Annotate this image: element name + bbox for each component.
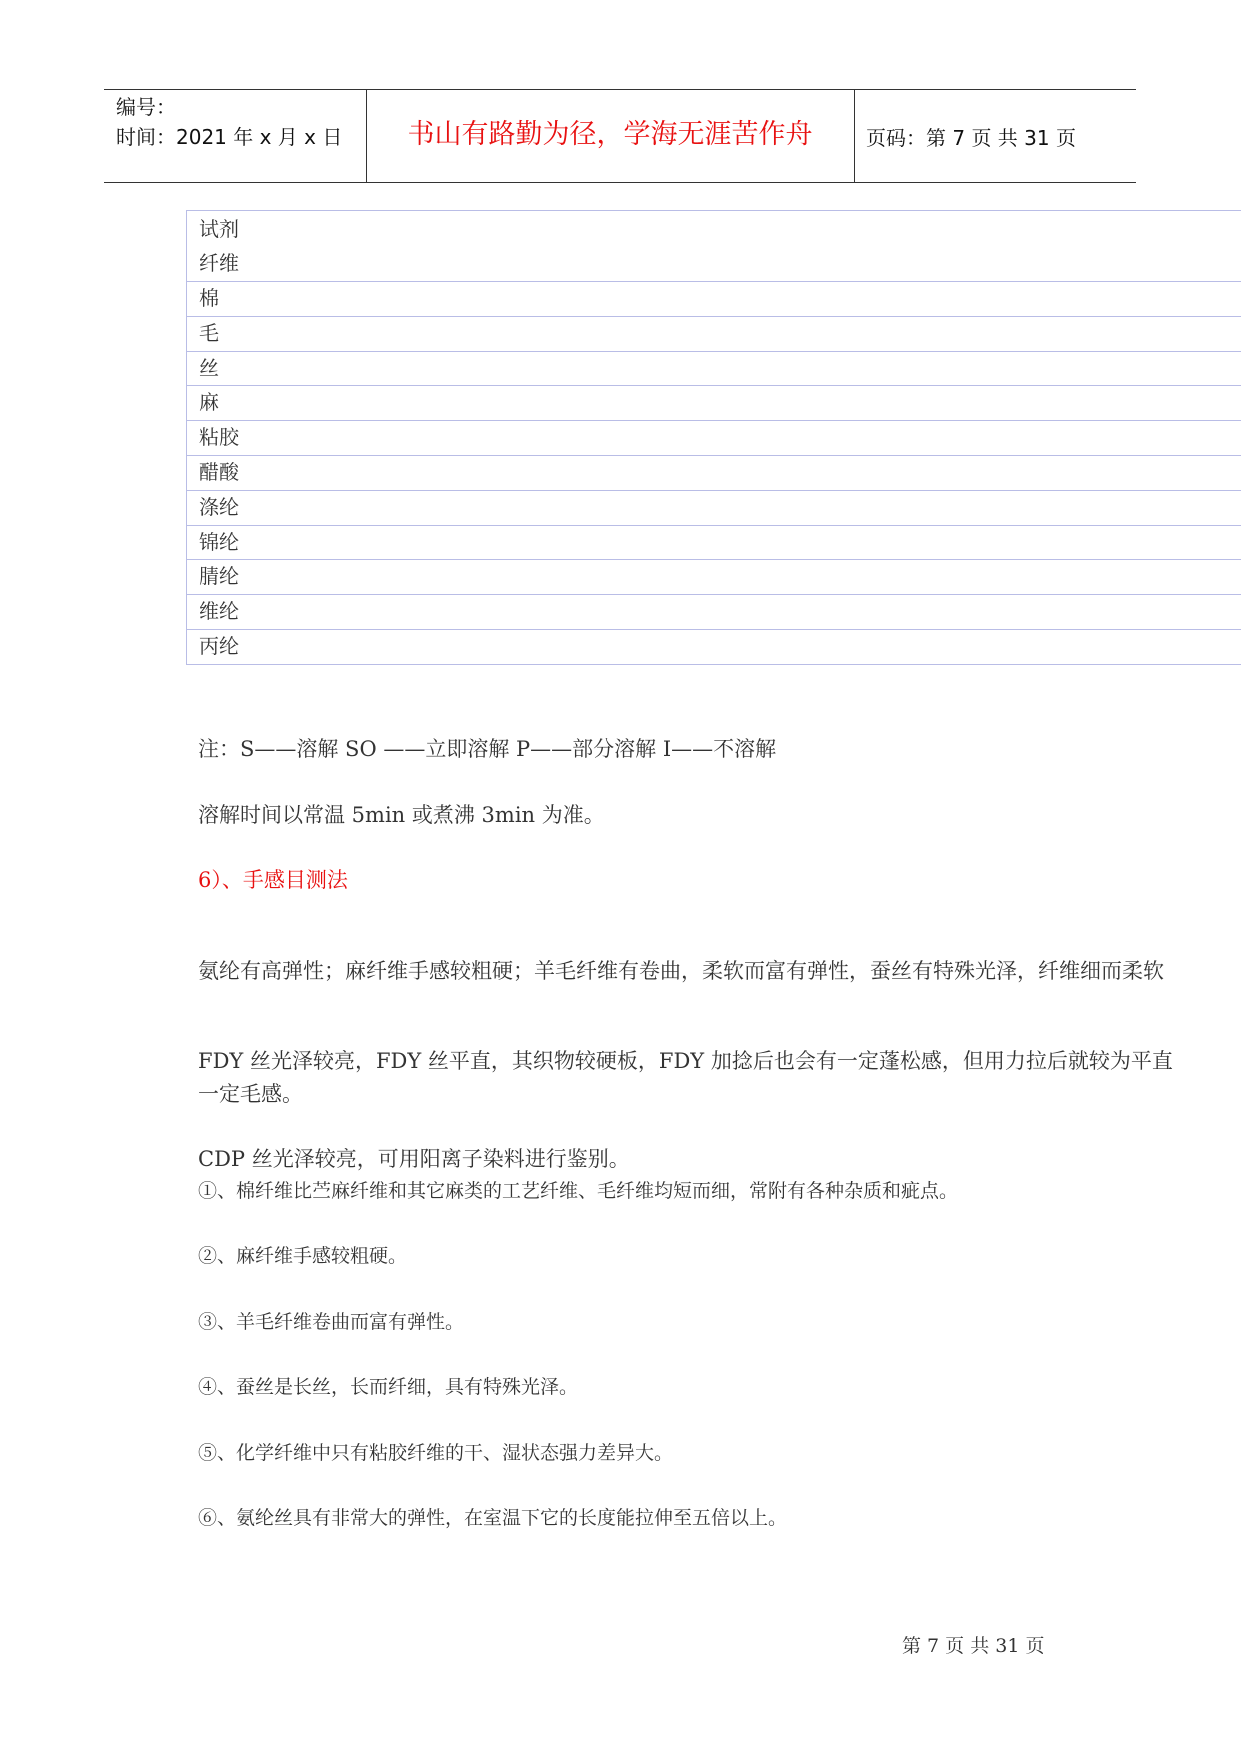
paragraph-cdp: CDP 丝光泽较亮，可用阳离子染料进行鉴别。 [198, 1147, 630, 1171]
legend-note: 注：S——溶解 SO ——立即溶解 P——部分溶解 I——不溶解 [198, 737, 777, 761]
header-number-label: 编号： [116, 95, 176, 119]
table-row: 毛 [187, 316, 1241, 351]
table-row: 醋酸 [187, 455, 1241, 490]
header-meta [116, 92, 342, 152]
table-row: 棉 [187, 281, 1241, 316]
dissolve-time-note: 溶解时间以常温 5min 或煮沸 3min 为准。 [198, 803, 605, 827]
list-item: ⑥、氨纶丝具有非常大的弹性，在室温下它的长度能拉伸至五倍以上。 [198, 1507, 788, 1529]
list-item: ③、羊毛纤维卷曲而富有弹性。 [198, 1311, 465, 1333]
list-item: ①、棉纤维比苎麻纤维和其它麻类的工艺纤维、毛纤维均短而细，常附有各种杂质和疵点。 [198, 1180, 959, 1202]
section-heading: 6）、手感目测法 [198, 868, 348, 892]
footer-page-number: 第 7 页 共 31 页 [902, 1635, 1045, 1657]
table-row: 维纶 [187, 594, 1241, 629]
header-divider-right [854, 89, 855, 182]
header-motto: 书山有路勤为径，学海无涯苦作舟 [407, 119, 813, 150]
table-row: 丙纶 [187, 629, 1241, 664]
header-top-rule [104, 89, 1136, 90]
list-item: ④、蚕丝是长丝，长而纤细，具有特殊光泽。 [198, 1376, 579, 1398]
table-row: 腈纶 [187, 559, 1241, 594]
list-item: ⑤、化学纤维中只有粘胶纤维的干、湿状态强力差异大。 [198, 1442, 674, 1464]
solubility-table [186, 210, 1241, 665]
table-row: 麻 [187, 385, 1241, 420]
table-header-reagent: 试剂 [199, 217, 239, 241]
table-header-cell [187, 211, 1241, 281]
paragraph-hand-feel: 氨纶有高弹性；麻纤维手感较粗硬；羊毛纤维有卷曲，柔软而富有弹性，蚕丝有特殊光泽，纤维细而柔软 [198, 959, 1164, 983]
list-item: ②、麻纤维手感较粗硬。 [198, 1245, 408, 1267]
table-row: 粘胶 [187, 420, 1241, 455]
paragraph-fdy-line2: 一定毛感。 [198, 1082, 303, 1106]
table-row: 丝 [187, 351, 1241, 386]
header-time-label: 时间：2021 年 x 月 x 日 [116, 125, 343, 149]
header-bottom-rule [104, 182, 1136, 183]
header-page-label: 页码：第 7 页 共 31 页 [866, 126, 1076, 150]
table-row: 涤纶 [187, 490, 1241, 525]
table-row: 锦纶 [187, 525, 1241, 560]
table-header-fiber: 纤维 [199, 251, 239, 275]
paragraph-fdy-line1: FDY 丝光泽较亮，FDY 丝平直，其织物较硬板，FDY 加捻后也会有一定蓬松感，但用力拉后就较为平直 [198, 1049, 1173, 1073]
